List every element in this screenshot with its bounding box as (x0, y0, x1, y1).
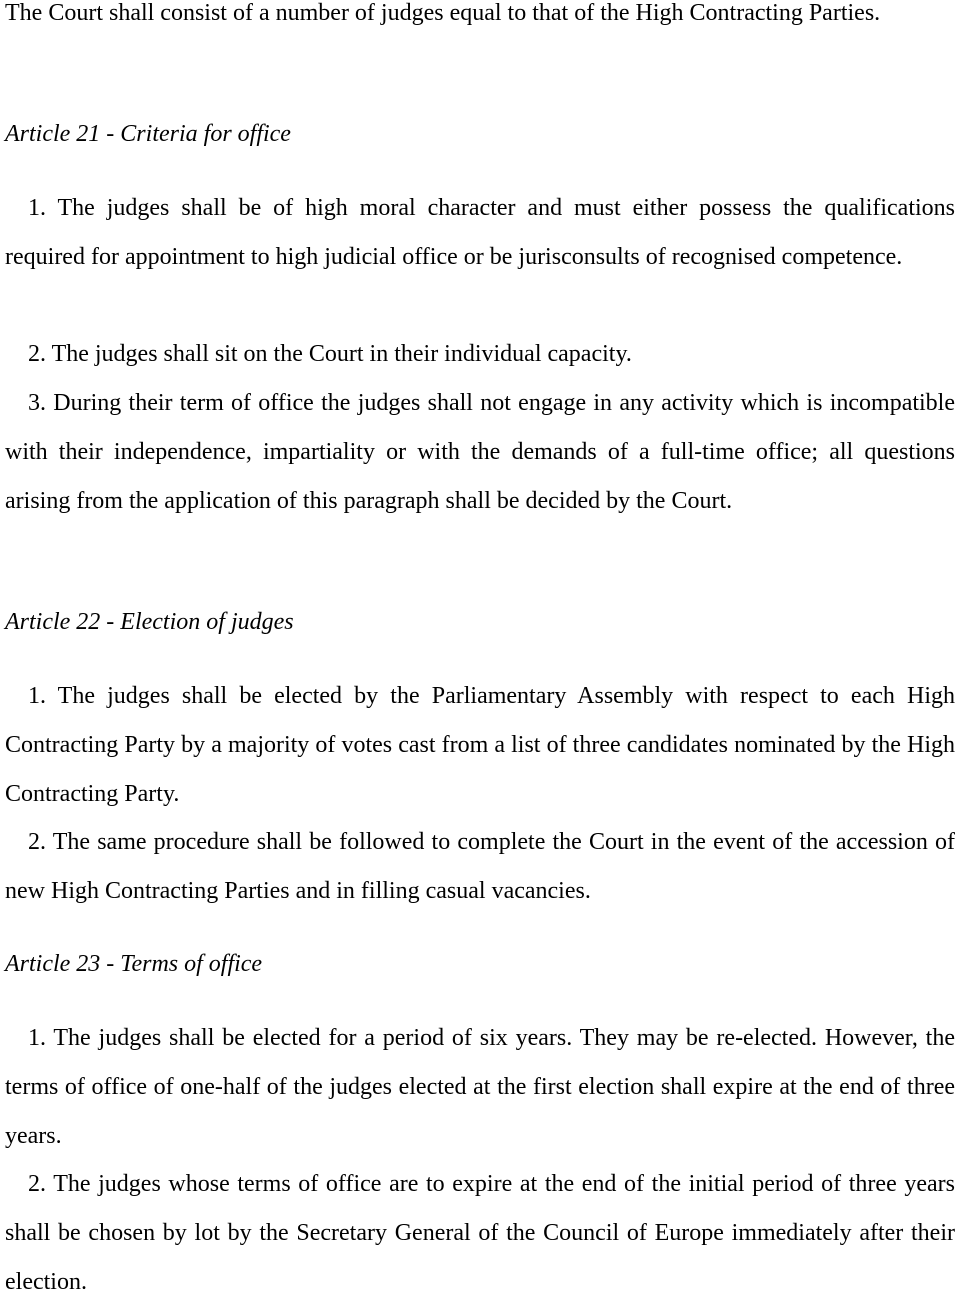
article-23-paragraph-2: 2. The judges whose terms of office are to expire at the end of the initial period of three years shall be chosen by lot by the Secretary General of the Council of Europe immediately after their election. (5, 1171, 955, 1295)
article-21-paragraph-1: 1. The judges shall be of high moral character and must either possess the qualifications required for appointment to high judicial office or be jurisconsults of recognised competence. (5, 195, 955, 270)
article-21-heading: Article 21 - Criteria for office (5, 121, 291, 147)
article-21-paragraph-3: 3. During their term of office the judges shall not engage in any activity which is incompatible with their independence, impartiality or with the demands of a full-time office; all questions arising from the application of this paragraph shall be decided by the Court. (5, 390, 955, 514)
article-23-paragraph-1: 1. The judges shall be elected for a period of six years. They may be re-elected. However, the terms of office of one-half of the judges elected at the first election shall expire at the end of three years. (5, 1025, 955, 1149)
article-22-heading: Article 22 - Election of judges (5, 609, 294, 635)
article-22-paragraph-2: 2. The same procedure shall be followed to complete the Court in the event of the accession of new High Contracting Parties and in filling casual vacancies. (5, 829, 955, 904)
article-22-paragraph-1: 1. The judges shall be elected by the Parliamentary Assembly with respect to each High Contracting Party by a majority of votes cast from a list of three candidates nominated by the High Contracting Party. (5, 683, 955, 807)
article-23-heading: Article 23 - Terms of office (5, 951, 263, 977)
article-21-paragraph-2: 2. The judges shall sit on the Court in their individual capacity. (28, 341, 632, 367)
intro-paragraph: The Court shall consist of a number of judges equal to that of the High Contracting Parties. (5, 0, 881, 26)
